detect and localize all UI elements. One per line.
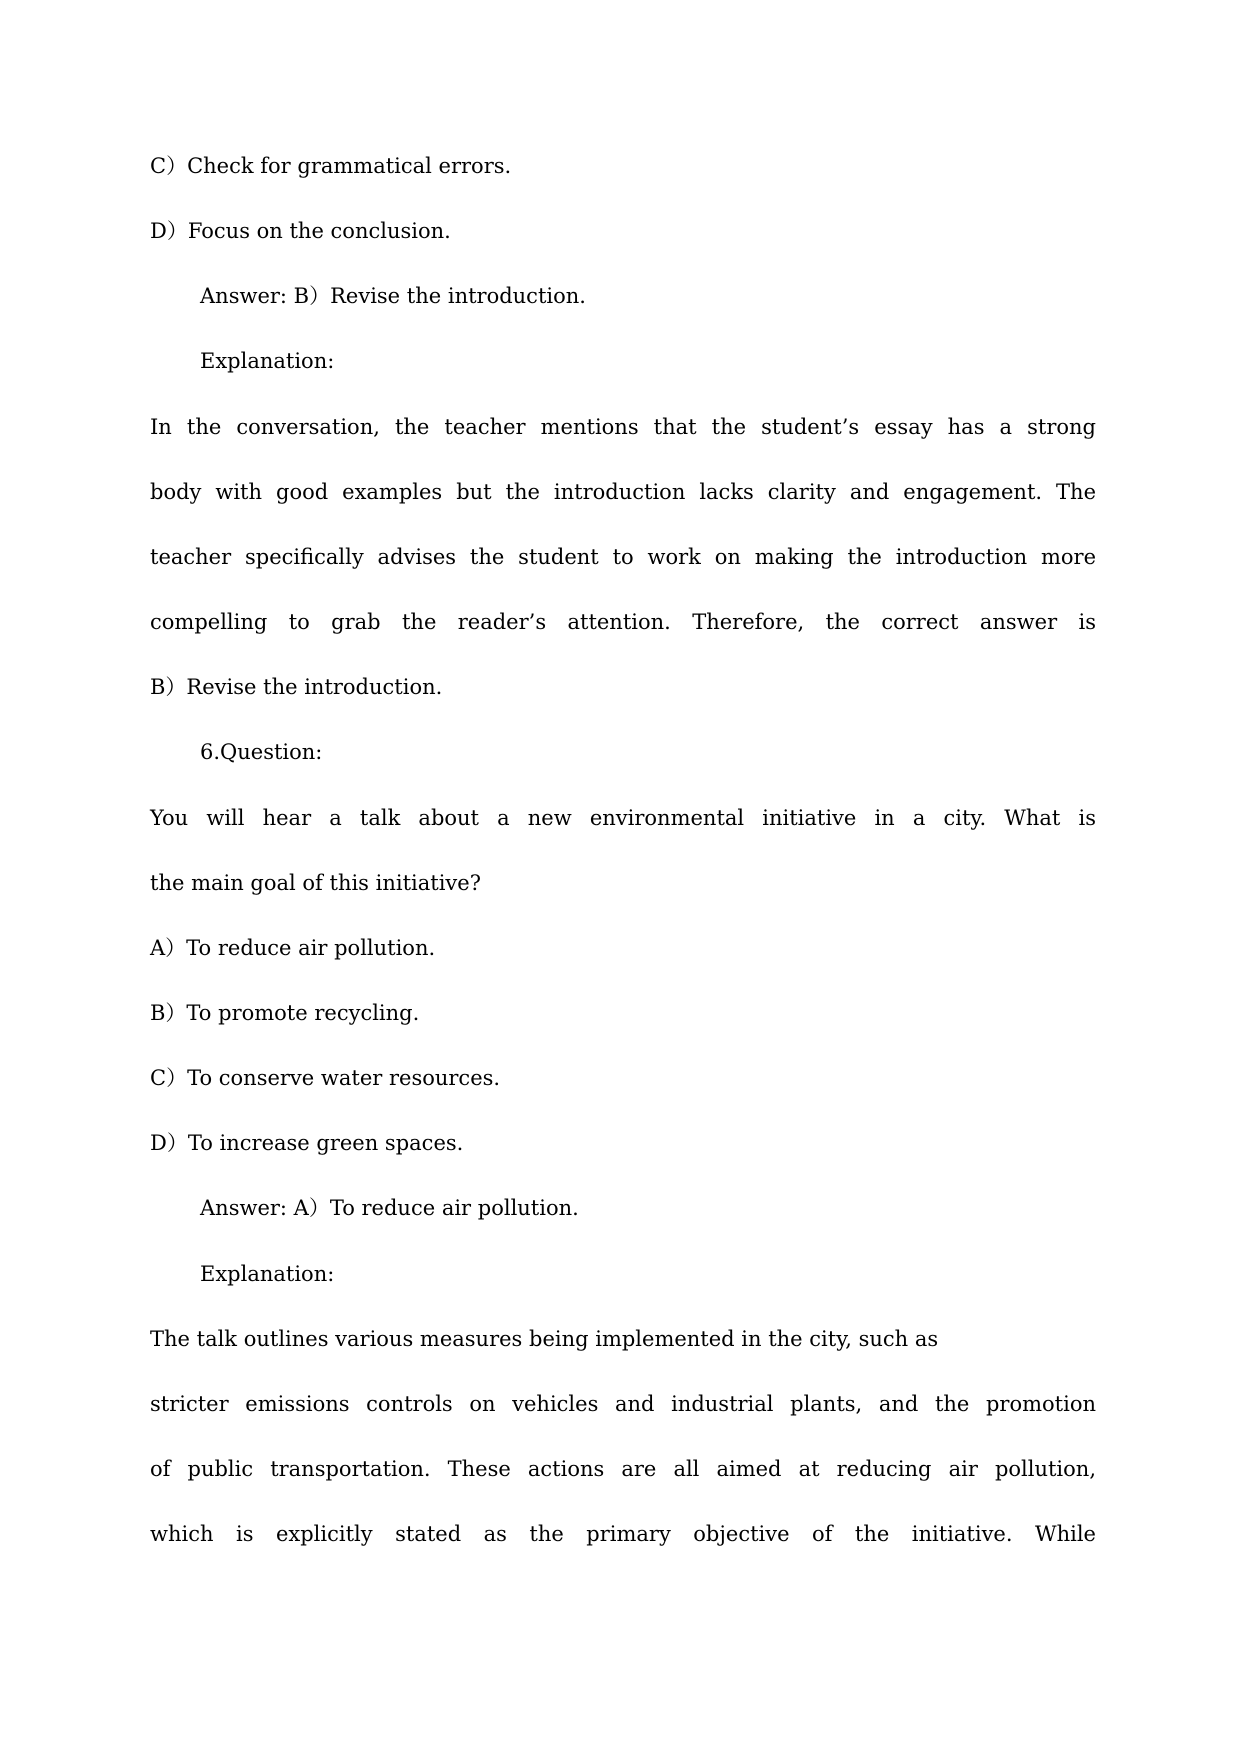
option-d: D）To increase green spaces. — [150, 1131, 464, 1155]
explanation-6-line-3: of public transportation. These actions are all aimed at reducing air pollution, — [150, 1457, 1096, 1481]
explanation-6-line-1: The talk outlines various measures being implemented in the city, such as — [150, 1327, 939, 1351]
answer-6: Answer: A）To reduce air pollution. — [200, 1196, 579, 1220]
question-6-text-line-1: You will hear a talk about a new environmental initiative in a city. What is — [150, 806, 1096, 830]
explanation-6-line-2: stricter emissions controls on vehicles and industrial plants, and the promotion — [150, 1392, 1096, 1416]
option-c-prev: C）Check for grammatical errors. — [150, 154, 512, 178]
explanation-prev-line-2: body with good examples but the introduction lacks clarity and engagement. The — [150, 480, 1096, 504]
question-6-text-line-2: the main goal of this initiative? — [150, 871, 481, 895]
explanation-heading-6: Explanation: — [200, 1262, 335, 1286]
answer-prev: Answer: B）Revise the introduction. — [200, 284, 586, 308]
explanation-prev-line-4: compelling to grab the reader’s attention. Therefore, the correct answer is — [150, 610, 1096, 634]
explanation-prev-line-5: B）Revise the introduction. — [150, 675, 443, 699]
option-c: C）To conserve water resources. — [150, 1066, 501, 1090]
explanation-6-line-4: which is explicitly stated as the primary objective of the initiative. While — [150, 1522, 1096, 1546]
option-d-prev: D）Focus on the conclusion. — [150, 219, 451, 243]
option-a: A）To reduce air pollution. — [150, 936, 436, 960]
explanation-prev-line-3: teacher specifically advises the student to work on making the introduction more — [150, 545, 1096, 569]
explanation-prev-line-1: In the conversation, the teacher mentions that the student’s essay has a strong — [150, 415, 1096, 439]
explanation-heading-prev: Explanation: — [200, 349, 335, 373]
question-6-heading: 6.Question: — [200, 740, 323, 764]
option-b: B）To promote recycling. — [150, 1001, 420, 1025]
